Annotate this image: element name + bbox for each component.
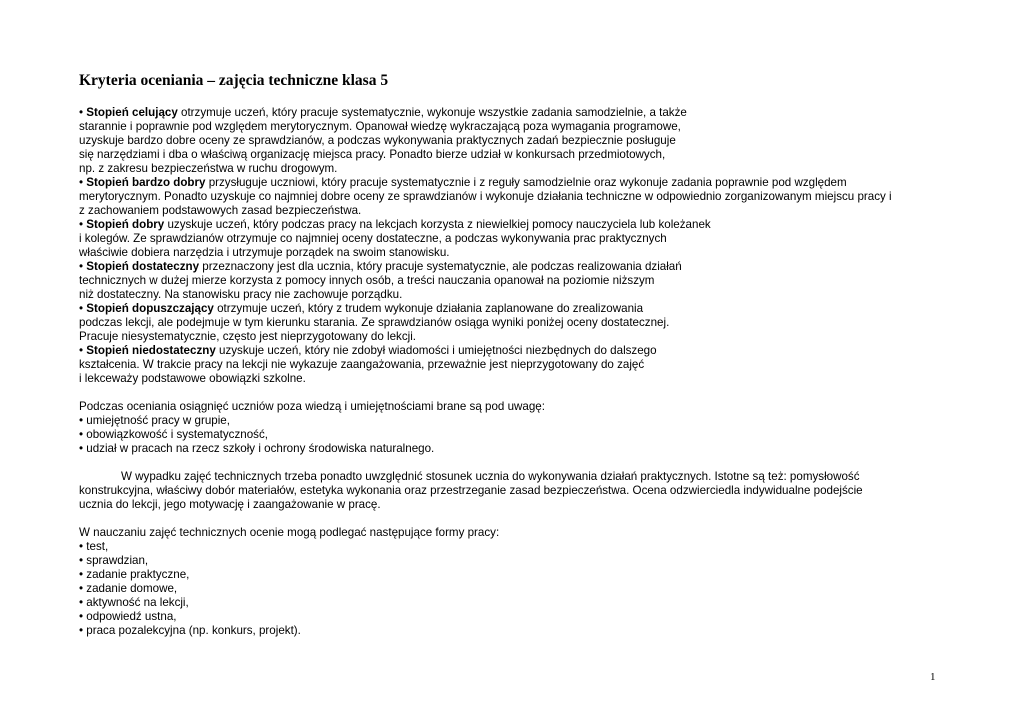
list-item: • umiejętność pracy w grupie, — [79, 414, 230, 427]
grade-line — [79, 218, 959, 232]
grade-line: i kolegów. Ze sprawdzianów otrzymuje co najmniej oceny dostateczne, a podczas wykonywania prac praktycznych — [79, 232, 667, 245]
paragraph-line: W wypadku zajęć technicznych trzeba ponadto uwzględnić stosunek ucznia do wykonywania działań praktycznych. Istotne są też: pomysłowość — [121, 470, 860, 483]
practical-paragraph — [79, 470, 959, 512]
grade-line — [79, 106, 959, 120]
grade-line: z zachowaniem podstawowych zasad bezpieczeństwa. — [79, 204, 362, 217]
bullet: • — [79, 106, 84, 119]
grade-line — [79, 302, 959, 316]
page-title: Kryteria oceniania – zajęcia techniczne klasa 5 — [79, 72, 389, 89]
grade-text: uzyskuje uczeń, który nie zdobył wiadomości i umiejętności niezbędnych do dalszego — [215, 344, 657, 357]
grade-line: się narzędziami i dba o właściwą organizację miejsca pracy. Ponadto bierze udział w konkursach przedmiotowych, — [79, 148, 666, 161]
grade-line: i lekceważy podstawowe obowiązki szkolne. — [79, 372, 306, 385]
list-item: • praca pozalekcyjna (np. konkurs, projekt). — [79, 624, 301, 637]
grade-label: Stopień niedostateczny — [86, 344, 216, 357]
forms-section — [79, 526, 959, 638]
paragraph-line: ucznia do lekcji, jego motywację i zaangażowanie w pracę. — [79, 498, 381, 511]
paragraph-line: konstrukcyjna, właściwy dobór materiałów, estetyka wykonania oraz przestrzeganie zasad bezpieczeństwa. Ocena odzwierciedla indywidualne podejście — [79, 484, 863, 497]
grade-label: Stopień bardzo dobry — [86, 176, 206, 189]
grade-text: przeznaczony jest dla ucznia, który pracuje systematycznie, ale podczas realizowania działań — [199, 260, 682, 273]
grade-text: otrzymuje uczeń, który z trudem wykonuje działania zaplanowane do zrealizowania — [213, 302, 644, 315]
grade-line: uzyskuje bardzo dobre oceny ze sprawdzianów, a podczas wykonywania praktycznych zadań bezpiecznie posługuje — [79, 134, 676, 147]
grade-label: Stopień dostateczny — [86, 260, 200, 273]
grade-text: otrzymuje uczeń, który pracuje systematycznie, wykonuje wszystkie zadania samodzielnie, a także — [177, 106, 687, 119]
page-number: 1 — [930, 671, 936, 683]
grade-text: przysługuje uczniowi, który pracuje systematycznie i z reguły samodzielnie oraz wykonuje zadania poprawnie pod względem — [205, 176, 847, 189]
grade-line — [79, 260, 959, 274]
list-item: • test, — [79, 540, 109, 553]
grade-line: merytorycznym. Ponadto uzyskuje co najmniej dobre oceny ze sprawdzianów i wykonuje działania techniczne w odpowiednio zorganizowanym miejscu pracy i — [79, 190, 892, 203]
bullet: • — [79, 344, 84, 357]
paragraph-gap — [79, 456, 959, 470]
grades-section — [79, 106, 959, 386]
grade-line: Pracuje niesystematycznie, często jest nieprzygotowany do lekcji. — [79, 330, 417, 343]
grade-label: Stopień celujący — [86, 106, 178, 119]
paragraph-gap — [79, 386, 959, 400]
paragraph-gap — [79, 512, 959, 526]
list-item: • obowiązkowość i systematyczność, — [79, 428, 268, 441]
grade-text: uzyskuje uczeń, który podczas pracy na lekcjach korzysta z niewielkiej pomocy nauczyciela lub koleżanek — [164, 218, 711, 231]
bullet: • — [79, 218, 84, 231]
grade-label: Stopień dobry — [86, 218, 165, 231]
aspects-section — [79, 400, 959, 456]
grade-line: kształcenia. W trakcie pracy na lekcji nie wykazuje zaangażowania, przeważnie jest nieprzygotowany do zajęć — [79, 358, 645, 371]
list-item: • sprawdzian, — [79, 554, 149, 567]
grade-line: właściwie dobiera narzędzia i utrzymuje porządek na swoim stanowisku. — [79, 246, 450, 259]
document-body — [79, 106, 959, 638]
aspects-intro: Podczas oceniania osiągnięć uczniów poza wiedzą i umiejętnościami brane są pod uwagę: — [79, 400, 545, 413]
grade-line — [79, 344, 959, 358]
list-item: • zadanie praktyczne, — [79, 568, 190, 581]
grade-line: podczas lekcji, ale podejmuje w tym kierunku starania. Ze sprawdzianów osiąga wyniki poniżej oceny dostatecznej. — [79, 316, 670, 329]
grade-line: np. z zakresu bezpieczeństwa w ruchu drogowym. — [79, 162, 338, 175]
bullet: • — [79, 176, 84, 189]
list-item: • aktywność na lekcji, — [79, 596, 189, 609]
bullet: • — [79, 260, 84, 273]
grade-line — [79, 176, 959, 190]
grade-label: Stopień dopuszczający — [86, 302, 214, 315]
grade-line: starannie i poprawnie pod względem merytorycznym. Opanował wiedzę wykraczającą poza wymagania programowe, — [79, 120, 681, 133]
list-item: • odpowiedź ustna, — [79, 610, 177, 623]
grade-line: niż dostateczny. Na stanowisku pracy nie zachowuje porządku. — [79, 288, 403, 301]
grade-line: technicznych w dużej mierze korzysta z pomocy innych osób, a treści nauczania opanował na poziomie niższym — [79, 274, 655, 287]
list-item: • zadanie domowe, — [79, 582, 178, 595]
bullet: • — [79, 302, 84, 315]
list-item: • udział w pracach na rzecz szkoły i ochrony środowiska naturalnego. — [79, 442, 435, 455]
forms-intro: W nauczaniu zajęć technicznych ocenie mogą podlegać następujące formy pracy: — [79, 526, 500, 539]
